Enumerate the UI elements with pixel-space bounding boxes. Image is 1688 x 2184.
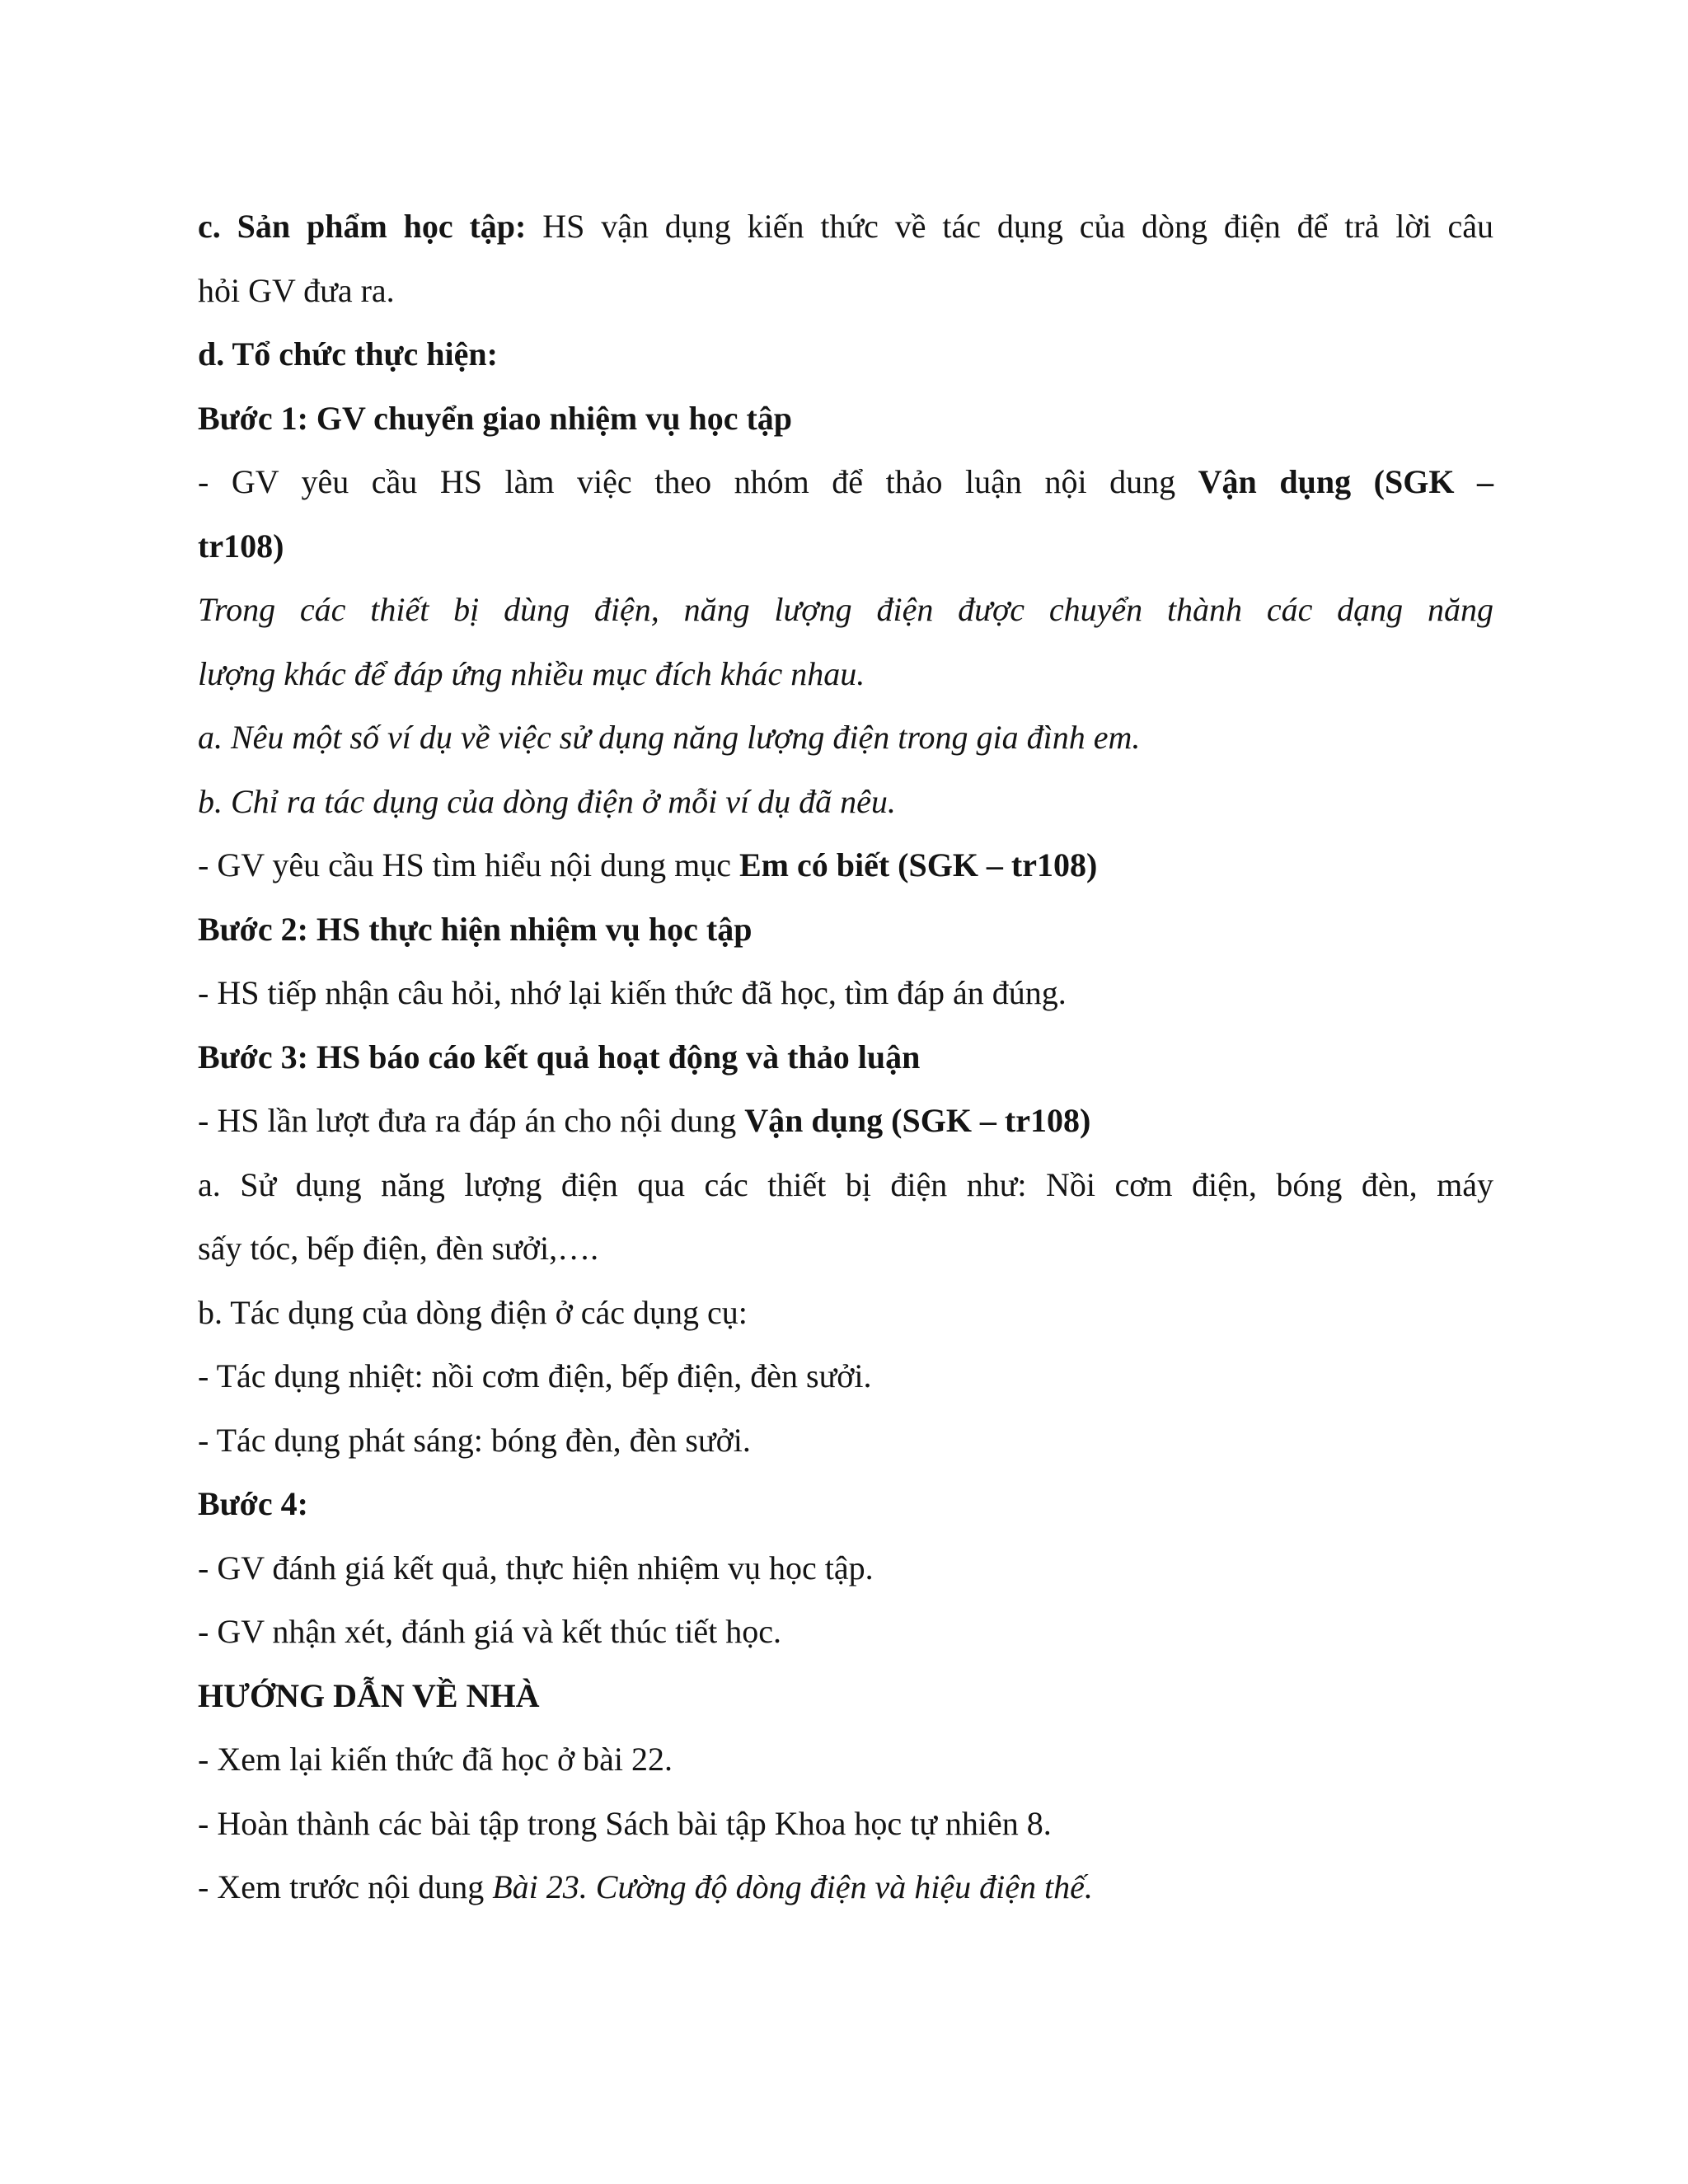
step1-task1-line1 bbox=[198, 450, 1493, 514]
homework-item3 bbox=[198, 1855, 1493, 1919]
step1-task1-prefix: - GV yêu cầu HS làm việc theo nhóm để thảo luận nội dung bbox=[198, 463, 1198, 500]
step4-heading: Bước 4: bbox=[198, 1485, 308, 1522]
step1-heading: Bước 1: GV chuyển giao nhiệm vụ học tập bbox=[198, 399, 793, 437]
homework-item2: - Hoàn thành các bài tập trong Sách bài tập Khoa học tự nhiên 8. bbox=[198, 1804, 1052, 1842]
step1-question-intro-line1: Trong các thiết bị dùng điện, năng lượng điện được chuyển thành các dạng năng bbox=[198, 591, 1493, 628]
step1-task2 bbox=[198, 833, 1493, 898]
step1-question-a: a. Nêu một số ví dụ về việc sử dụng năng lượng điện trong gia đình em. bbox=[198, 719, 1141, 756]
step1-question-intro-line2: lượng khác để đáp ứng nhiều mục đích khác nhau. bbox=[198, 654, 865, 692]
step3-report bbox=[198, 1089, 1493, 1153]
homework-item3-italic: Bài 23. Cường độ dòng điện và hiệu điện thế. bbox=[492, 1868, 1093, 1905]
step1-task2-prefix: - GV yêu cầu HS tìm hiểu nội dung mục bbox=[198, 846, 739, 883]
step4-item1: - GV đánh giá kết quả, thực hiện nhiệm vụ học tập. bbox=[198, 1549, 874, 1586]
step3-report-bold: Vận dụng (SGK – tr108) bbox=[744, 1102, 1091, 1139]
homework-heading: HƯỚNG DẪN VỀ NHÀ bbox=[198, 1676, 540, 1714]
step3-answer-a-line1: a. Sử dụng năng lượng điện qua các thiết bị điện như: Nồi cơm điện, bóng đèn, máy bbox=[198, 1165, 1493, 1203]
step4-item2: - GV nhận xét, đánh giá và kết thúc tiết học. bbox=[198, 1613, 781, 1650]
step2-heading: Bước 2: HS thực hiện nhiệm vụ học tập bbox=[198, 910, 753, 948]
section-d-heading: d. Tổ chức thực hiện: bbox=[198, 335, 498, 373]
step1-task2-bold: Em có biết (SGK – tr108) bbox=[738, 846, 1098, 883]
section-c-line1 bbox=[198, 194, 1493, 259]
step1-task1-line2: tr108) bbox=[198, 527, 284, 565]
step3-report-prefix: - HS lần lượt đưa ra đáp án cho nội dung bbox=[198, 1102, 745, 1139]
step3-answer-a-line2: sấy tóc, bếp điện, đèn sưởi,…. bbox=[198, 1230, 599, 1267]
step2-text: - HS tiếp nhận câu hỏi, nhớ lại kiến thức đã học, tìm đáp án đúng. bbox=[198, 974, 1067, 1011]
section-c-line2: hỏi GV đưa ra. bbox=[198, 271, 395, 309]
homework-item1: - Xem lại kiến thức đã học ở bài 22. bbox=[198, 1741, 673, 1778]
homework-item3-prefix: - Xem trước nội dung bbox=[198, 1868, 493, 1905]
step1-question-b: b. Chỉ ra tác dụng của dòng điện ở mỗi ví dụ đã nêu. bbox=[198, 782, 896, 820]
step3-effect-heat: - Tác dụng nhiệt: nồi cơm điện, bếp điện, đèn sưởi. bbox=[198, 1357, 872, 1394]
section-c-label: c. Sản phẩm học tập: bbox=[198, 208, 527, 245]
step1-task1-bold: Vận dụng (SGK – bbox=[1198, 463, 1493, 500]
section-c-text: HS vận dụng kiến thức về tác dụng của dòng điện để trả lời câu bbox=[526, 208, 1493, 245]
step3-effect-light: - Tác dụng phát sáng: bóng đèn, đèn sưởi. bbox=[198, 1421, 751, 1459]
step3-heading: Bước 3: HS báo cáo kết quả hoạt động và thảo luận bbox=[198, 1038, 921, 1076]
step3-answer-b: b. Tác dụng của dòng điện ở các dụng cụ: bbox=[198, 1293, 748, 1331]
document-page bbox=[198, 194, 1493, 1919]
